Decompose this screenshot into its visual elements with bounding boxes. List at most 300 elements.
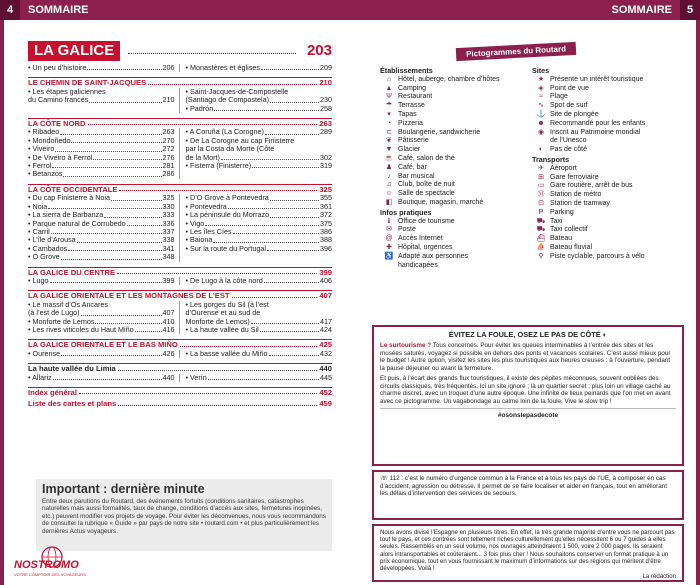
pictogram-item [380,76,530,85]
chapter-page: 203 [306,42,332,59]
logo-subtitle: VOTRE COMPTOIR DES VOYAGEURS [14,572,86,577]
pictogram-icon: ≈ [539,93,543,101]
toc-section-page: 263 [319,119,332,129]
pictogram-item [532,76,682,85]
pictogram-item [532,191,682,200]
toc-entry-page: 263 [162,127,175,137]
toc-entry-page: 206 [162,63,175,72]
pictogram-icon [532,137,550,146]
toc-leader [95,318,161,324]
toc-row [28,194,332,261]
toc-column-left [28,88,179,113]
pictogram-label: Présente un intérêt touristique [550,75,644,83]
toc-entry[interactable] [186,64,333,72]
pictogram-item [380,129,530,138]
left-margin-bar [0,20,4,585]
toc-entry[interactable] [186,350,333,358]
toc-section-heading[interactable] [28,267,332,277]
toc-entry-title: • Les gorges du Sil (à l’est [185,299,269,309]
toc-entry[interactable] [186,211,333,219]
toc-leader [251,318,319,324]
pictogram-icon: ⊡ [538,199,544,207]
toc-spacer [28,285,332,288]
pictogram-item [380,155,530,164]
pictogram-icon: ⛟ [536,217,546,225]
toc-spacer [28,179,332,182]
pictogram-icon: ∿ [538,102,544,110]
toc-row [28,374,332,382]
pictogram-icon: ⚓ [536,110,546,118]
pictogram-item [532,111,682,120]
pictogram-label: Glacier [398,146,421,154]
pictogram-item [380,137,530,146]
toc-leader [60,128,161,134]
toc-entry-page: 338 [162,235,175,245]
toc-leader [148,79,317,84]
pictogram-label: Camping [398,84,427,92]
toc-section-title: LA CÔTE NORD [28,119,86,129]
pictogram-icon: Ψ [386,93,392,101]
pictogram-label: Piste cyclable, parcours à vélo [550,252,645,260]
toc-leader [68,245,161,251]
toc-entry[interactable] [186,105,333,113]
toc-entry-title: (Santiago de Compostela) [185,95,270,105]
toc-row [28,277,332,285]
pictogram-item [380,102,530,111]
toc-entry-title: • A Coruña (La Corogne) [185,127,264,137]
toc-entry-page: 289 [320,127,332,137]
toc-entry-title: de la Mort) [185,152,220,162]
pictogram-label: Boutique, magasin, marché [398,198,484,206]
toc-leader [265,128,319,134]
toc-entry[interactable] [186,162,333,170]
pictogram-label: Taxi [550,217,563,225]
toc-entry-title: • De Viveiro à Ferrol [28,152,93,162]
pictogram-category: Infos pratiques [380,207,432,217]
pictogram-icon: ◧ [385,198,393,206]
pictogram-icon: P [538,208,544,216]
pictogram-icon: ☕ [384,154,394,162]
toc-leader [63,170,161,176]
chapter-heading[interactable] [28,41,332,61]
toc-entry-title: • Noia [28,201,48,211]
pictogram-item [532,85,682,94]
toc-entry-page: 337 [162,226,175,236]
pictogram-label: handicapées [398,261,438,269]
pictogram-label: Café, salon de thé [398,154,455,162]
toc-column-left [28,64,179,72]
toc-leader [233,228,319,234]
toc-leader [88,120,318,125]
pictogram-item [380,199,530,208]
toc-entry-page: 325 [162,193,175,203]
pictogram-label: Café, bar [398,163,427,171]
toc-entry-title: • Ferrol [28,161,52,171]
pictogram-label: Bateau [550,235,573,243]
toc-spacer [28,382,332,385]
pictogram-icon: ⛟ [536,226,546,234]
toc-leader [117,269,317,274]
toc-entry-title: • La haute vallée du Sil [185,324,259,334]
chapter-leader [128,53,296,54]
pictogram-label: Pâtisserie [398,137,429,145]
pictogram-icon: ♪ [387,172,391,180]
toc-section-title: Liste des cartes et plans [28,399,117,409]
pictogram-label: Club, boîte de nuit [398,181,455,189]
pictogram-icon: ❦ [386,137,392,145]
toc-leader [104,211,161,217]
toc-entry-title: • Saint-Jacques-de-Compostelle [185,86,289,96]
toc-entry-title: • Le massif d’Os Ancares [28,299,109,309]
right-page [350,0,700,585]
pictogram-label: Terrasse [398,102,425,110]
pictogram-item [380,235,530,244]
toc-entry[interactable] [28,350,175,358]
pictogram-icon: ⛵ [536,243,546,251]
left-header [0,0,350,20]
toc-entry-page: 416 [162,324,175,334]
toc-spacer [28,358,332,361]
toc-entry[interactable] [28,96,175,104]
pictograms-column-2 [532,66,682,262]
toc-column-right [179,64,333,72]
pictogram-icon [380,262,398,271]
pictogram-icon: ◉ [537,128,545,136]
toc-column-right [179,301,333,335]
chapter-title: LA GALICE [28,41,120,61]
pictogram-item [380,218,530,227]
toc-leader [205,220,319,226]
toc-section-title: LA GALICE ORIENTALE ET LE BAS MIÑO [28,340,178,350]
toc-leader [50,277,162,283]
pictogram-label: Tapas [398,110,417,118]
toc-entry-page: 341 [162,243,175,253]
toc-row [28,128,332,178]
toc-entry[interactable] [28,170,175,178]
important-title: Important : dernière minute [42,482,205,496]
toc-entry-page: 272 [162,144,175,154]
toc-entry-title: • Baiona [185,235,213,245]
pictogram-item [532,146,682,155]
toc-entry-title: • Vigo [185,218,205,228]
pictogram-label: de l’Unesco [550,137,587,145]
pictogram-icon: ♿ [384,252,394,260]
pictogram-label: Station de tramway [550,199,610,207]
toc-section-page: 425 [319,340,332,350]
pictogram-label: Bateau fluvial [550,243,593,251]
toc-entry-title: • Cambados [28,243,68,253]
pictogram-item [380,190,530,199]
toc-section-title: LE CHEMIN DE SAINT-JACQUES [28,78,147,88]
pictogram-icon: ▲ [385,84,393,92]
hashtag: #osonslepasdecote [380,408,676,419]
toc-column-right [179,88,333,113]
toc-entry-page: 432 [320,348,332,358]
toc-leader [228,203,319,209]
toc-entry-title: • De Lugo à la côte nord [185,275,263,285]
toc-leader [135,326,162,332]
toc-entry-title: • Verín [185,372,207,382]
toc-leader [51,228,162,234]
toc-entry-page: 281 [162,161,175,171]
pictogram-icon: ⊞ [538,173,544,181]
pictogram-label: Restaurant [398,93,433,101]
overtourism-lead: Le surtourisme ? [380,342,432,349]
pictogram-item [380,173,530,182]
pictogram-label: Site de plongée [550,110,599,118]
left-page-number: 4 [0,0,20,20]
toc-leader [269,350,319,356]
pictogram-item [380,85,530,94]
pictograms-legend [380,66,680,330]
toc-leader [93,154,161,160]
toc-entry-page: 445 [320,372,332,382]
pictogram-item [380,111,530,120]
pictogram-item [380,262,530,271]
toc-leader [252,162,319,168]
pictogram-category: Établissements [380,66,433,75]
toc-leader [111,194,161,200]
toc-leader [270,96,319,102]
toc-leader [119,186,317,191]
toc-section-page: 325 [319,184,332,194]
pictogram-label: Boulangerie, sandwicherie [398,128,481,136]
toc-section-page: 452 [319,388,332,397]
toc-entry-title: d’Ourense et au sud de [185,308,261,318]
pictogram-icon: Ⓜ [537,191,545,199]
toc-entry[interactable] [186,326,333,334]
toc-leader [71,137,161,143]
toc-column-left [28,194,179,261]
pictogram-item [532,235,682,244]
right-header-title: SOMMAIRE [611,4,672,16]
pictogram-label: Spot de surf [550,102,588,110]
pictogram-item [380,244,530,253]
toc-entry[interactable] [28,253,175,261]
toc-leader [232,292,318,297]
toc-entry-page: 276 [162,152,175,162]
pictogram-icon: ⛴ [536,235,546,243]
toc-entry[interactable] [186,277,333,285]
toc-entry-page: 270 [162,135,175,145]
toc-leader [52,162,161,168]
toc-entry-title: • Mondoñedo [28,135,71,145]
pictogram-item [532,102,682,111]
toc-section-page: 440 [319,364,332,374]
important-text: Entre deux parutions du Routard, des événements fortuits (conditions sanitaires, catastrophes naturelles mais aussi formalités, taux de change, conditions d’accès aux sites, fermetures inopinées, etc.) peuvent modifier vos projets de voyage. Pour éviter les déconvenues, nous vous recommandons de consulter la rubrique « Guide » par pays de notre site • routard.com • et plus particulièrement les dernières Actus voyageurs. [42,498,326,535]
pictogram-item [532,226,682,235]
pictogram-item [532,209,682,218]
toc-entry-title: • D’O Grove à Pontevedra [185,193,269,203]
toc-entry[interactable] [28,277,175,285]
pictogram-item [380,181,530,190]
toc-column-right [179,128,333,178]
pictogram-label: Parking [550,208,574,216]
toc-entry-title: • Du cap Finisterre à Noia [28,193,111,203]
toc-entry-title: • O Grove [28,252,60,262]
toc-entry-title: • Ourense [28,348,61,358]
toc-section-page: 210 [319,78,332,88]
pictogram-item [532,200,682,209]
toc-spacer [28,334,332,337]
pictogram-icon: ☻ [537,119,545,127]
pictogram-label: Adapté aux personnes [398,252,469,260]
toc-leader [61,350,161,356]
toc-entry-page: 286 [162,169,175,179]
toc-entry-page: 333 [162,210,175,220]
toc-column-right [179,277,333,285]
toc-row [28,88,332,113]
pictogram-item [532,137,682,146]
toc-entry-page: 417 [320,316,332,326]
toc-leader [221,154,319,160]
pictogram-icon: ▼ [385,146,393,154]
toc-leader [118,400,317,405]
toc-entry-page: 426 [162,348,175,358]
pictogram-icon: ⚲ [538,252,544,260]
pictogram-item [380,226,530,235]
toc-leader [208,374,319,380]
toc-entry-title: • Parque natural de Corrubedo [28,218,126,228]
toc-entry-title: • Les étapes galiciennes [28,86,106,96]
toc-entry-title: • Pontevedra [185,201,227,211]
pictogram-icon: ♫ [386,181,392,189]
left-header-title: SOMMAIRE [28,4,89,16]
toc-entry-title: • Un peu d’histoire [28,63,87,72]
pictogram-icon: ☺ [385,190,393,198]
toc-entry-title: par la Costa da Morte (Côte [185,144,275,154]
pictogram-icon: ◔ [386,119,392,127]
toc-row [28,301,332,335]
toc-entry-page: 348 [162,252,175,262]
toc-entry-page: 410 [162,316,175,326]
pictogram-label: Taxi collectif [550,226,588,234]
emergency-box [372,470,684,520]
toc-spacer [28,262,332,265]
toc-leader [87,64,161,70]
toc-leader [214,105,319,111]
pictogram-item [380,253,530,262]
toc-leader [260,326,319,332]
pictogram-label: Accès Internet [398,235,443,243]
toc-section-page: 399 [319,267,332,277]
toc-section-heading[interactable] [28,118,332,128]
right-header [350,0,700,20]
toc-leader [261,64,319,70]
pictogram-icon: ▭ [537,182,545,190]
toc-row [28,64,332,72]
toc-entry[interactable] [186,374,333,382]
toc-entry[interactable] [186,245,333,253]
toc-entry[interactable] [28,374,175,382]
toc-entry-title: • L’île d’Arousa [28,235,76,245]
toc-entry-page: 372 [320,210,332,220]
avoid-crowds-paragraph-2: Et puis, à l’écart des grands flux touristiques, il existe des pépites méconnues, souvent oubliées des circuits classiques, très fréquentés. Ici un site ignoré ; là un quartier secret ; plus loin un village caché au charme discret, avec un troquet d’une autre époque. Une infinité de lieux peinards que l’on met en avant avec ce pictogramme. Un vagabondage au calme loin de la foule. Vive le slow trip ! [380,375,671,405]
pictogram-icon: @ [385,235,393,243]
pictogram-label: Office de tourisme [398,217,455,225]
pictogram-icon: ◐ [538,146,544,154]
pictogram-label: Bar musical [398,172,435,180]
toc-entry-title: • La basse vallée du Miño [185,348,268,358]
toc-entry-page: 336 [162,218,175,228]
toc-section-page: 407 [319,291,332,301]
pictogram-item [532,244,682,253]
toc-leader [48,203,161,209]
toc-entry-page: 210 [162,95,175,105]
toc-section-title: Index général [28,388,77,397]
toc-section-heading[interactable] [28,363,332,373]
toc-leader [270,211,319,217]
pictogram-label: Station de métro [550,191,602,199]
pictogram-label: Poste [398,226,416,234]
pictogram-icon: ◈ [538,84,544,92]
toc-entry-title: • De La Corogne au cap Finisterre [185,135,295,145]
toc-column-left [28,301,179,335]
toc-column-left [28,128,179,178]
pictogram-item [532,253,682,262]
toc-entry-page: 258 [320,103,332,113]
toc-entry-title: • Ribadeo [28,127,60,137]
avoid-crowds-paragraph-1 [380,342,676,372]
pictograms-column-1 [380,66,530,270]
toc-entry-title: • Les rives viticoles du Haut Miño [28,324,134,334]
editorial-box [372,524,684,582]
toc-entry-title: Monforte de Lemos) [185,316,250,326]
toc-entry[interactable] [28,64,175,72]
toc-entry-title: • Carril [28,226,50,236]
toc-entry-title: • Monastères et églises [185,63,260,72]
toc-entry-title: • La péninsule du Morrazo [185,210,270,220]
toc-entry[interactable] [28,194,175,202]
toc-section-heading[interactable] [28,387,332,397]
pictogram-item [532,165,682,174]
table-of-contents [28,64,332,409]
pictogram-label: Pas de côté [550,146,587,154]
toc-section-title: La haute vallée du Limia [28,364,116,374]
toc-entry-title: • Lugo [28,275,49,285]
pictogram-item [532,218,682,227]
toc-entry-title: • Sur la route du Portugal [185,243,266,253]
pictogram-icon: ⊂ [386,128,392,136]
toc-entry[interactable] [28,326,175,334]
toc-section-heading[interactable] [28,339,332,349]
pictogram-icon: ♟ [385,163,393,171]
pictogram-label: Aéroport [550,164,577,172]
toc-entry-title: • Betanzos [28,169,63,179]
toc-section-heading[interactable] [28,399,332,408]
toc-entry-title: • Monforte de Lemos [28,316,95,326]
toc-column-right [179,374,333,382]
toc-leader [77,236,162,242]
pictogram-icon: ⌂ [386,75,392,83]
pictogram-item [532,182,682,191]
pictogram-label: Gare ferroviaire [550,173,599,181]
pictogram-icon: ▾ [387,110,391,118]
pictogram-icon: ✚ [386,243,392,251]
toc-entry-page: 396 [320,243,332,253]
toc-entry-page: 424 [320,324,332,334]
toc-leader [118,365,318,370]
pictogram-label: Pizzeria [398,119,423,127]
toc-leader [61,253,162,259]
toc-entry-page: 209 [320,63,332,72]
toc-entry-title: • Viveiro [28,144,55,154]
pictogram-item [380,146,530,155]
toc-entry-page: 319 [320,161,332,171]
right-margin-bar [696,20,700,585]
avoid-crowds-title: ÉVITEZ LA FOULE, OSEZ LE PAS DE CÔTÉ ◐ [448,330,608,339]
toc-leader [79,389,317,394]
